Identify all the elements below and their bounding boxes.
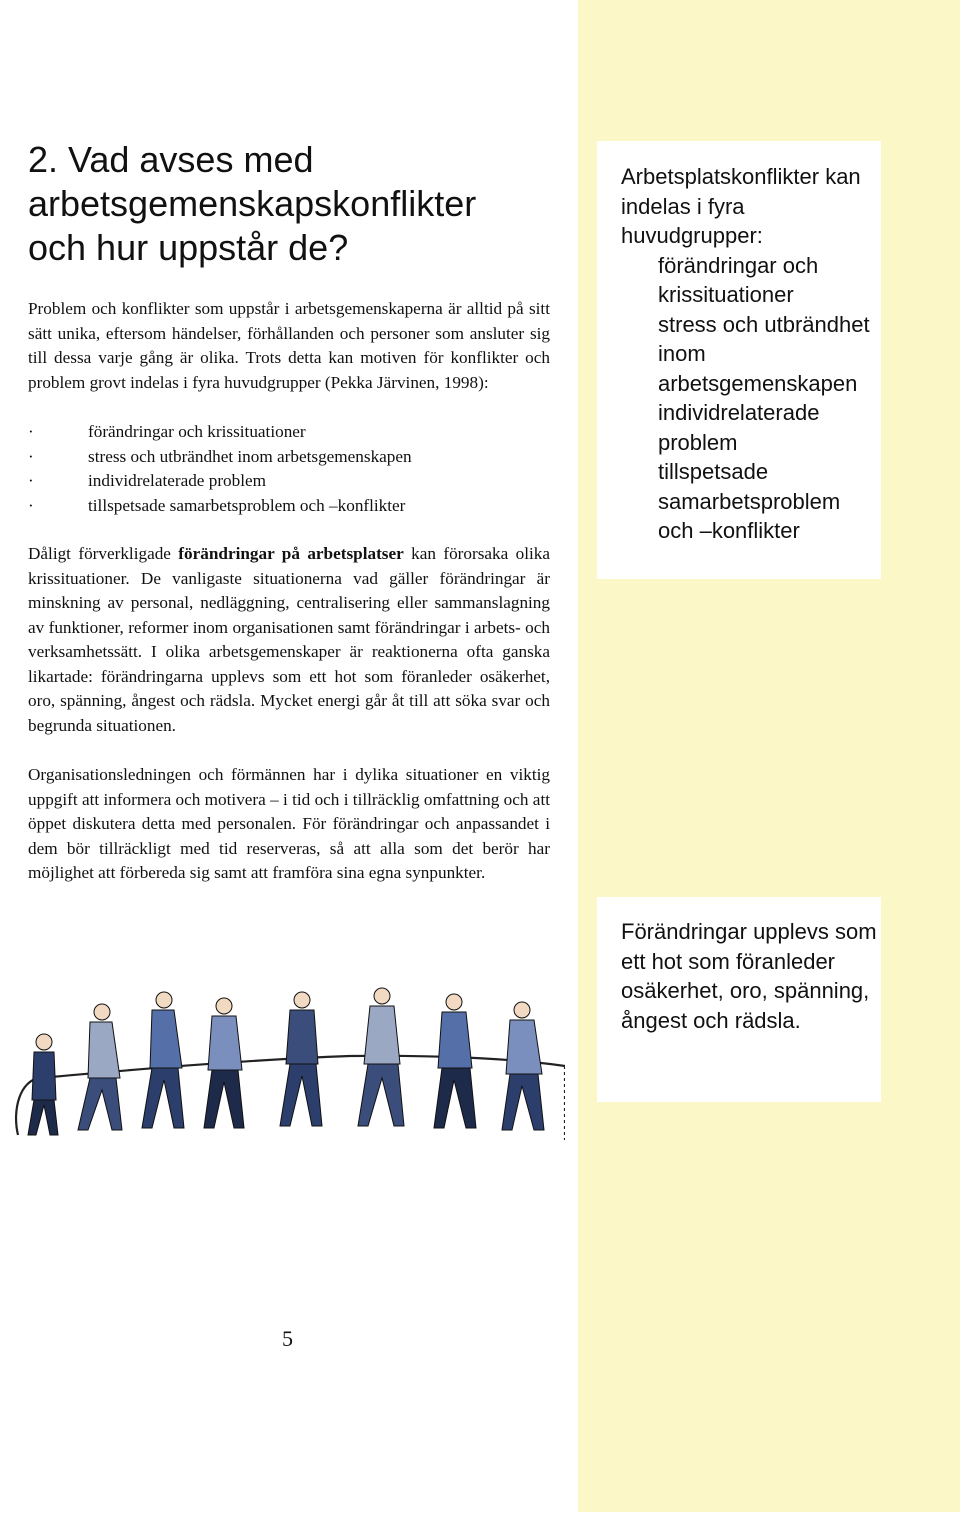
list-item — [28, 445, 550, 470]
list-item-text: tillspetsade samarbetsproblem och –konflikter — [88, 495, 406, 515]
list-item-text: individrelaterade problem — [88, 471, 267, 490]
list-item — [28, 420, 550, 445]
tug-of-war-illustration — [10, 960, 565, 1145]
management-paragraph: Organisationsledningen och förmännen har i dylika situationer en viktig uppgift att informera och motivera – i tid och i tillräcklig omfattning och att öppet diskutera detta med personalen. För förändringar och anpassandet i dem bör tillräckligt med tid reserveras, så att alla som det berör har möjlighet att förbereda sig samt att framföra sina egna synpunkter. — [28, 765, 550, 882]
changes-bold-phrase: förändringar på arbetsplatser — [178, 544, 404, 563]
heading-line-2: arbetsgemenskapskonflikter — [28, 183, 477, 224]
summary-item: stress och utbrändhet inom arbetsgemenskapen — [658, 311, 870, 396]
heading-line-1: 2. Vad avses med — [28, 139, 314, 180]
bullet-marker: · — [28, 446, 34, 466]
summary-intro: Arbetsplatskonflikter kan indelas i fyra huvudgrupper: — [621, 164, 861, 248]
bullet-marker: · — [28, 422, 34, 441]
page-number: 5 — [282, 1326, 293, 1351]
intro-paragraph: Problem och konflikter som uppstår i arbetsgemenskaperna är alltid på sitt sätt unika, eftersom händelser, förhållanden och personer som ansluter sig till dessa varje gång är olika. Trots detta kan motiven för konflikter och problem grovt indelas i fyra huvudgrupper (Pekka Järvinen, 1998): — [28, 299, 550, 392]
quote-text: Förändringar upplevs som ett hot som föranleder osäkerhet, oro, spänning, ångest och rädsla. — [621, 919, 877, 1033]
bullet-marker: · — [28, 471, 34, 490]
summary-item: individrelaterade problem — [658, 400, 820, 455]
quote-box — [597, 897, 881, 1102]
changes-text-start: Dåligt förverkligade — [28, 544, 179, 563]
changes-paragraph — [28, 542, 550, 738]
section-heading — [28, 138, 568, 270]
list-item-text: stress och utbrändhet inom arbetsgemenskapen — [88, 446, 412, 466]
summary-box — [597, 141, 881, 579]
changes-text-end: kan förorsaka olika krissituationer. De vanligaste situationerna vad gäller förändringar är minskning av personal, nedläggning, centralisering eller sammanslagning av funktioner, reformer inom organisationen samt förändringar i arbets- och verksamhetssätt. I olika arbetsgemenskaper är reaktionerna ofta ganska likartade: förändringarna upplevs som ett hot som föranleder osäkerhet, oro, spänning, ångest och rädsla. Mycket energi går åt till att söka svar och begrunda situationen. — [28, 544, 550, 735]
list-item — [28, 469, 550, 494]
summary-item: förändringar och krissituationer — [658, 252, 819, 307]
bullet-list — [28, 420, 550, 518]
heading-line-3: och hur uppstår de? — [28, 227, 349, 268]
bullet-marker: · — [28, 495, 34, 515]
list-item — [28, 494, 550, 519]
list-item-text: förändringar och krissituationer — [88, 422, 306, 441]
summary-item: tillspetsade samarbetsproblem och –konflikter — [658, 459, 841, 543]
